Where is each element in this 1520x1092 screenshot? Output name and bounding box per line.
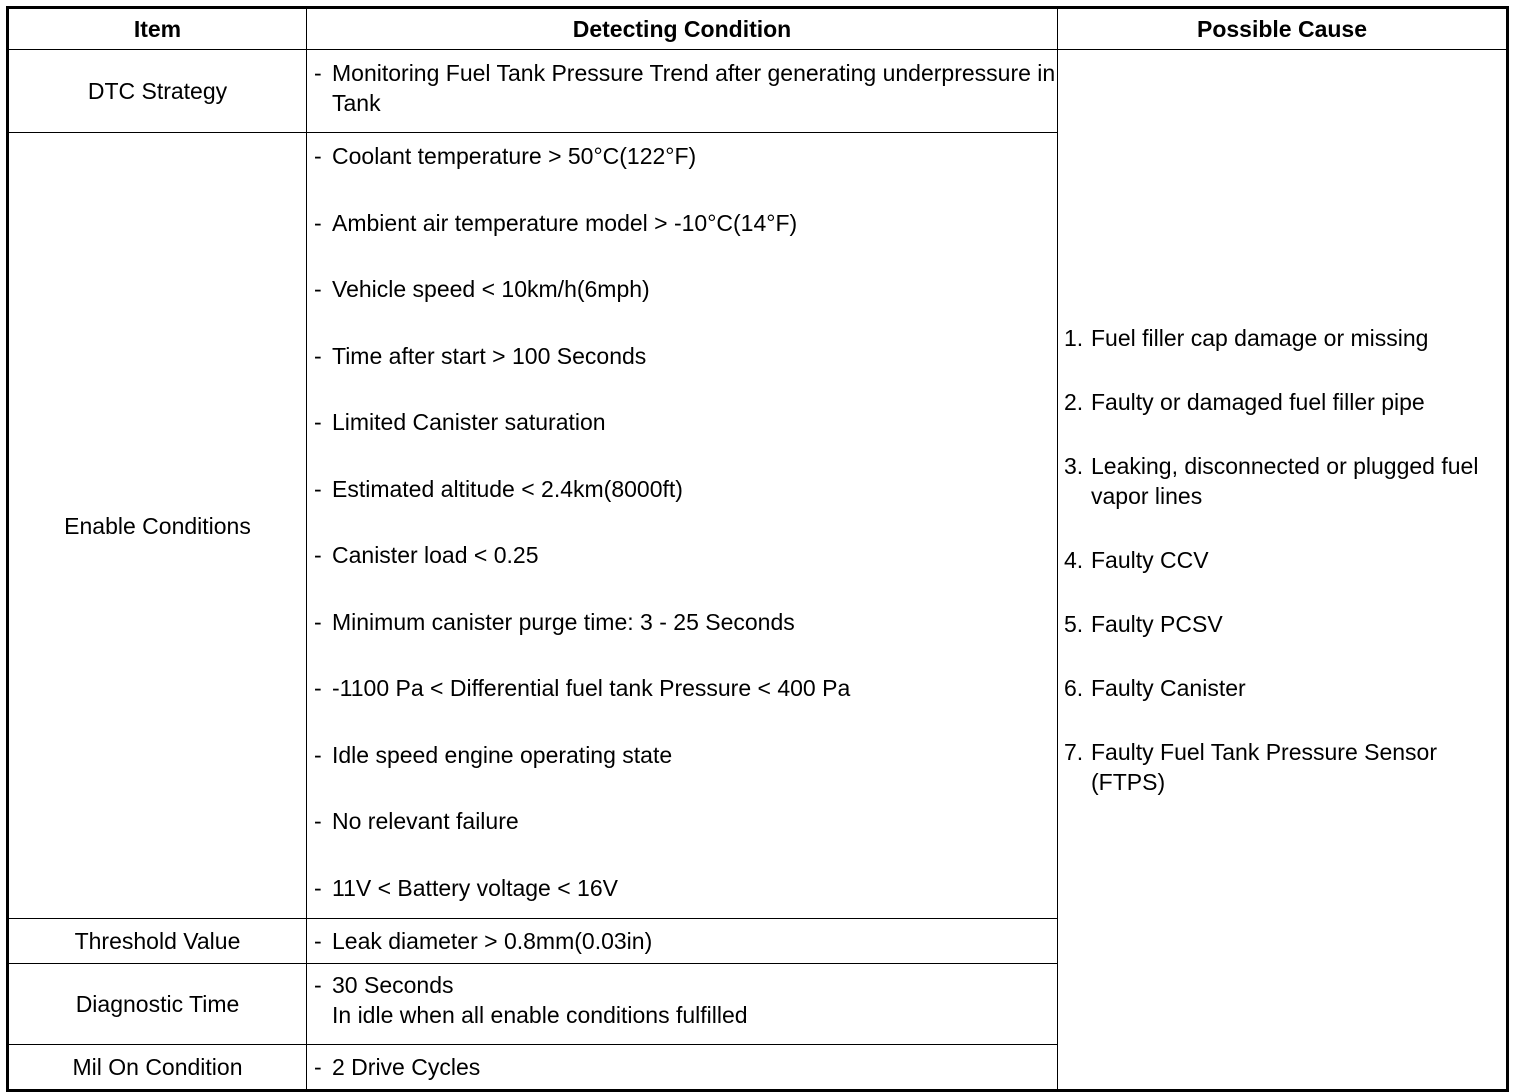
condition-text-block xyxy=(332,970,1057,1030)
enable-condition-text: No relevant failure xyxy=(332,808,519,834)
possible-cause-item xyxy=(1064,673,1506,703)
dash-marker: - xyxy=(314,209,322,236)
header-possible-cause: Possible Cause xyxy=(1058,8,1508,50)
item-enable-conditions: Enable Conditions xyxy=(8,133,307,919)
possible-cause-item xyxy=(1064,451,1506,511)
enable-condition-text: Minimum canister purge time: 3 - 25 Seconds xyxy=(332,608,795,635)
enable-condition-item xyxy=(314,341,1057,408)
enable-condition-item xyxy=(314,274,1057,341)
cause-text: Faulty PCSV xyxy=(1091,611,1223,637)
possible-cause-item xyxy=(1064,387,1506,417)
enable-condition-item xyxy=(314,607,1057,674)
condition-diagnostic-time xyxy=(307,964,1058,1045)
dash-marker: - xyxy=(314,143,322,169)
enable-condition-item xyxy=(314,873,1057,903)
condition-text: 30 Seconds xyxy=(332,972,454,998)
enable-condition-item xyxy=(314,141,1057,208)
item-threshold-value: Threshold Value xyxy=(8,919,307,964)
dash-marker: - xyxy=(314,342,322,369)
enable-condition-text: Canister load < 0.25 xyxy=(332,542,539,568)
condition-text: Leak diameter > 0.8mm(0.03in) xyxy=(332,928,653,954)
cause-number: 6. xyxy=(1064,675,1084,701)
dash-marker: - xyxy=(314,542,322,568)
condition-mil-on-condition xyxy=(307,1045,1058,1091)
condition-text: In idle when all enable conditions fulfilled xyxy=(332,1002,748,1028)
enable-condition-text: Ambient air temperature model > -10°C(14°F) xyxy=(332,209,798,236)
enable-condition-item xyxy=(314,806,1057,873)
enable-condition-text: 11V < Battery voltage < 16V xyxy=(332,874,618,901)
dash-marker: - xyxy=(314,928,322,954)
cause-number: 2. xyxy=(1064,389,1084,415)
possible-cause-item xyxy=(1064,545,1506,575)
dash-marker: - xyxy=(314,874,322,901)
enable-condition-item xyxy=(314,407,1057,474)
dash-marker: - xyxy=(314,608,322,635)
enable-condition-text: Estimated altitude < 2.4km(8000ft) xyxy=(332,475,683,502)
condition-dtc-strategy xyxy=(307,50,1058,133)
cause-text: Faulty CCV xyxy=(1091,547,1209,573)
item-dtc-strategy: DTC Strategy xyxy=(8,50,307,133)
dash-marker: - xyxy=(314,675,322,701)
cause-number: 5. xyxy=(1064,611,1084,637)
possible-cause-list xyxy=(1064,323,1506,797)
condition-line xyxy=(314,926,1057,956)
condition-text: 2 Drive Cycles xyxy=(332,1054,481,1080)
cause-text: Fuel filler cap damage or missing xyxy=(1091,325,1429,351)
dash-marker: - xyxy=(314,741,322,768)
condition-line xyxy=(314,58,1057,118)
cause-number: 7. xyxy=(1064,739,1084,765)
header-row xyxy=(8,8,1508,50)
cause-text: Faulty Canister xyxy=(1091,675,1246,701)
possible-cause-item xyxy=(1064,323,1506,353)
dash-marker: - xyxy=(314,60,322,86)
possible-cause-item xyxy=(1064,609,1506,639)
dash-marker: - xyxy=(314,808,322,834)
cause-number: 3. xyxy=(1064,453,1084,479)
enable-condition-text: Limited Canister saturation xyxy=(332,409,606,435)
enable-condition-text: -1100 Pa < Differential fuel tank Pressure < 400 Pa xyxy=(332,675,851,701)
enable-condition-item xyxy=(314,474,1057,541)
row-dtc-strategy xyxy=(8,50,1508,133)
possible-cause-item xyxy=(1064,737,1506,797)
dash-marker: - xyxy=(314,972,322,998)
condition-text: Monitoring Fuel Tank Pressure Trend after generating underpressure in Tank xyxy=(332,60,1056,116)
dtc-spec-table xyxy=(6,6,1509,1092)
cause-text: Faulty or damaged fuel filler pipe xyxy=(1091,389,1425,415)
dash-marker: - xyxy=(314,1054,322,1080)
condition-threshold-value xyxy=(307,919,1058,964)
cause-number: 4. xyxy=(1064,547,1084,573)
dash-marker: - xyxy=(314,409,322,435)
item-mil-on-condition: Mil On Condition xyxy=(8,1045,307,1091)
possible-cause-cell xyxy=(1058,50,1508,1091)
enable-condition-item xyxy=(314,673,1057,740)
enable-condition-text: Vehicle speed < 10km/h(6mph) xyxy=(332,276,650,302)
enable-condition-text: Coolant temperature > 50°C(122°F) xyxy=(332,143,697,169)
dash-marker: - xyxy=(314,475,322,502)
enable-condition-item xyxy=(314,540,1057,607)
enable-condition-text: Idle speed engine operating state xyxy=(332,741,673,768)
enable-condition-item xyxy=(314,208,1057,275)
header-item: Item xyxy=(8,8,307,50)
enable-condition-item xyxy=(314,740,1057,807)
cause-text: Faulty Fuel Tank Pressure Sensor (FTPS) xyxy=(1091,739,1438,795)
item-diagnostic-time: Diagnostic Time xyxy=(8,964,307,1045)
condition-line xyxy=(314,1052,1057,1082)
enable-conditions-list xyxy=(307,133,1058,919)
dash-marker: - xyxy=(314,276,322,302)
condition-line xyxy=(314,970,1057,1030)
enable-condition-text: Time after start > 100 Seconds xyxy=(332,342,647,369)
cause-number: 1. xyxy=(1064,325,1084,351)
header-detecting-condition: Detecting Condition xyxy=(307,8,1058,50)
cause-text: Leaking, disconnected or plugged fuel vapor lines xyxy=(1091,453,1479,509)
